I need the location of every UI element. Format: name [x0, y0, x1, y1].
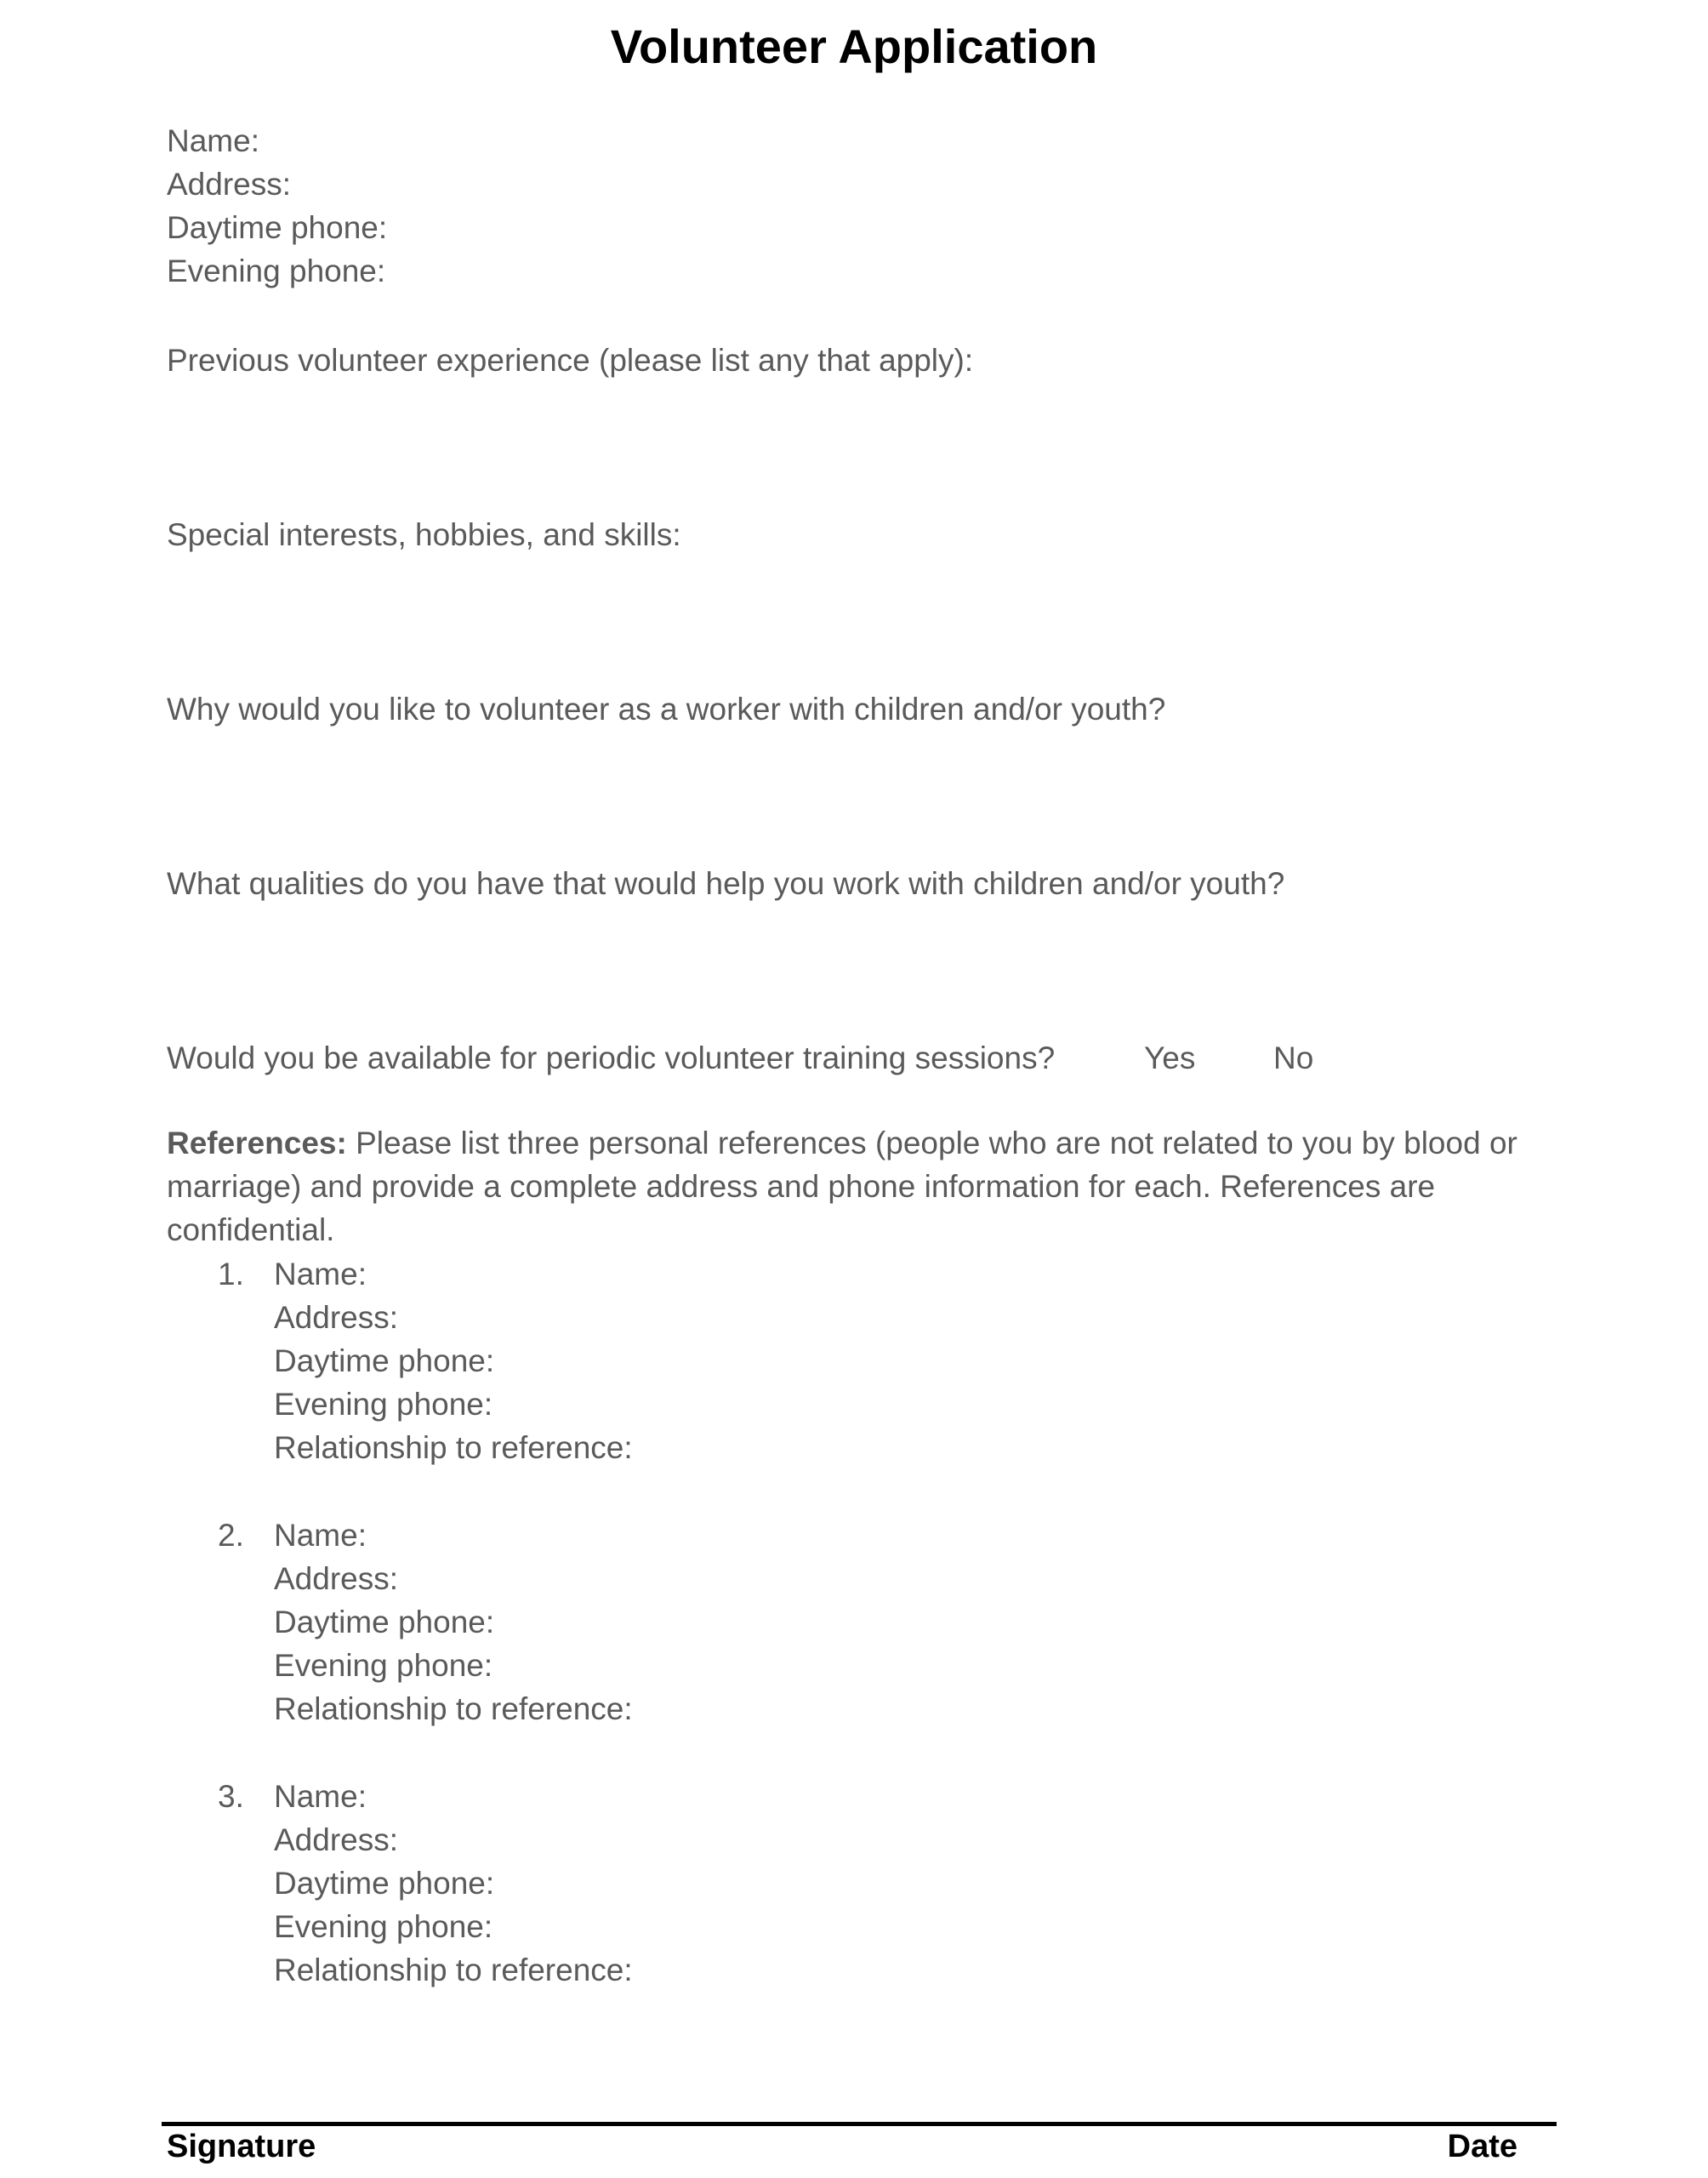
reference-3-daytime-phone-label: Daytime phone:: [274, 1866, 495, 1901]
reference-3-number: 3.: [218, 1779, 244, 1814]
reference-1-evening-phone-label: Evening phone:: [274, 1387, 493, 1422]
reference-3-address-label: Address:: [274, 1822, 399, 1857]
evening-phone-label: Evening phone:: [167, 254, 386, 288]
reference-3-evening-phone-label: Evening phone:: [274, 1909, 493, 1944]
reference-1-address-label: Address:: [274, 1300, 399, 1335]
references-text: Please list three personal references (people who are not related to you by blood or marriage) and provide a complete address and phone information for each. References are confidential.: [167, 1126, 1517, 1247]
reference-2-relationship-label: Relationship to reference:: [274, 1691, 633, 1726]
daytime-phone-label: Daytime phone:: [167, 210, 388, 245]
signature-label: Signature: [167, 2129, 316, 2164]
training-question: Would you be available for periodic volunteer training sessions?: [167, 1041, 1056, 1075]
reference-1-relationship-label: Relationship to reference:: [274, 1430, 633, 1465]
why-volunteer-question: Why would you like to volunteer as a worker with children and/or youth?: [167, 692, 1166, 727]
address-label: Address:: [167, 167, 292, 202]
date-label: Date: [1447, 2129, 1517, 2164]
name-label: Name:: [167, 123, 259, 158]
training-no-option[interactable]: No: [1273, 1041, 1314, 1075]
reference-2-daytime-phone-label: Daytime phone:: [274, 1605, 495, 1639]
reference-2-number: 2.: [218, 1518, 244, 1553]
reference-2-address-label: Address:: [274, 1561, 399, 1596]
reference-1-daytime-phone-label: Daytime phone:: [274, 1343, 495, 1378]
previous-experience-question: Previous volunteer experience (please list any that apply):: [167, 343, 974, 378]
reference-1-number: 1.: [218, 1257, 244, 1291]
reference-1-name-label: Name:: [274, 1257, 367, 1291]
reference-2-evening-phone-label: Evening phone:: [274, 1648, 493, 1683]
signature-line: [162, 2122, 1557, 2126]
reference-2-name-label: Name:: [274, 1518, 367, 1553]
page-title: Volunteer Application: [610, 20, 1098, 73]
references-paragraph: [167, 1121, 1528, 1251]
references-heading: References:: [167, 1126, 347, 1160]
qualities-question: What qualities do you have that would help you work with children and/or youth?: [167, 866, 1285, 901]
reference-3-name-label: Name:: [274, 1779, 367, 1814]
reference-3-relationship-label: Relationship to reference:: [274, 1953, 633, 1987]
interests-question: Special interests, hobbies, and skills:: [167, 517, 681, 552]
training-yes-option[interactable]: Yes: [1144, 1041, 1196, 1075]
